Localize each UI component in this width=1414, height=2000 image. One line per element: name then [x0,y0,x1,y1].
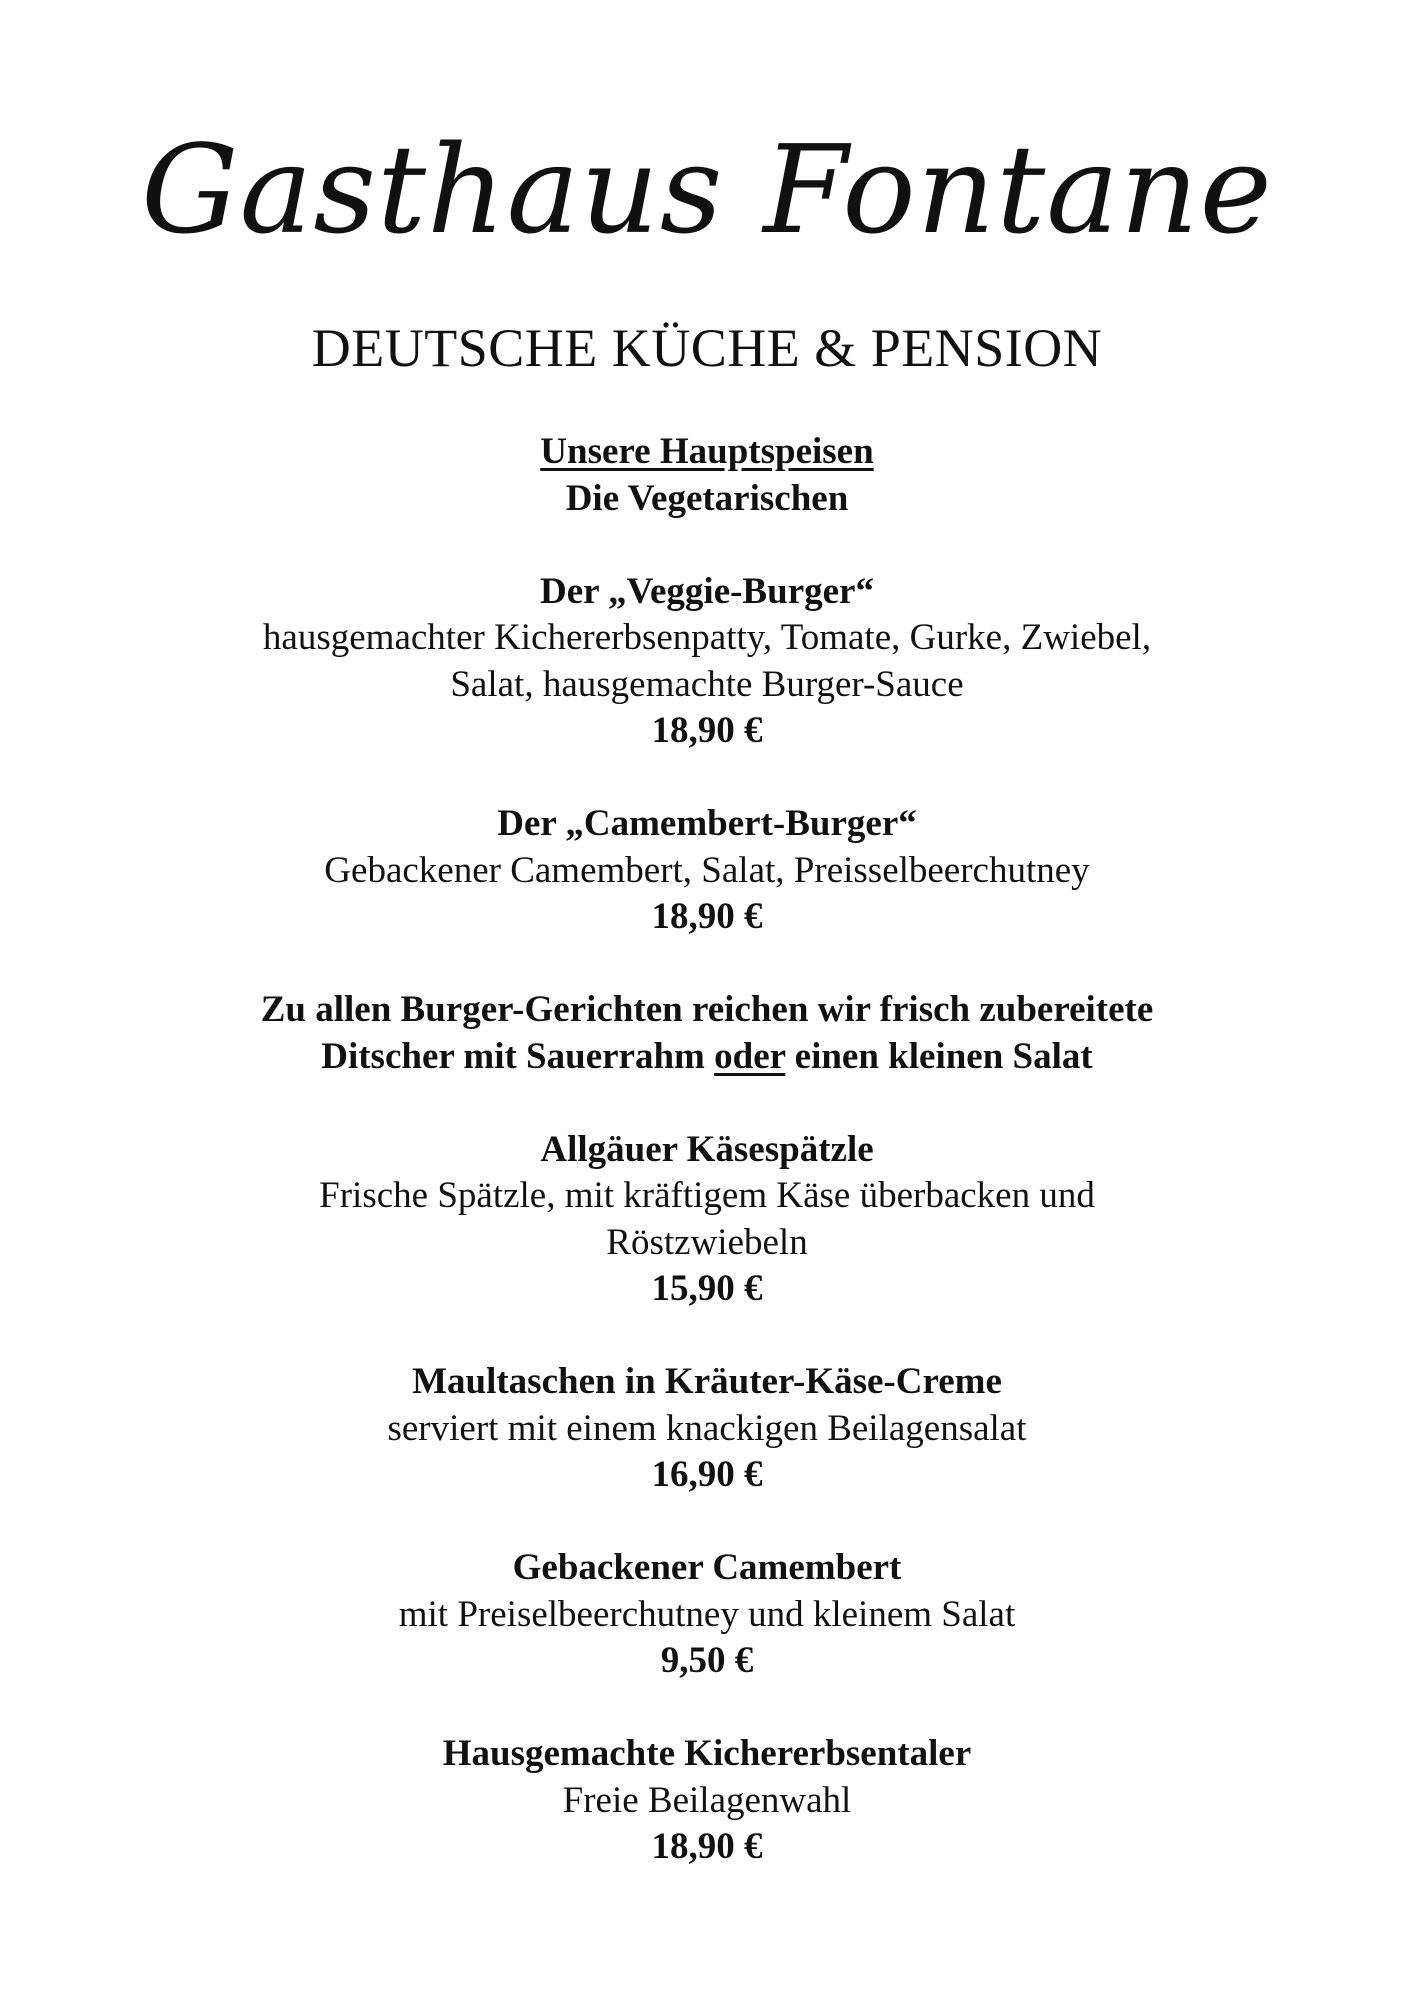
dish-description: Salat, hausgemachte Burger-Sauce [450,663,964,705]
menu-content [100,429,1314,1871]
spacer [100,1313,1314,1360]
spacer [100,1499,1314,1546]
dish-price: 18,90 € [651,1826,763,1867]
dish-description: Gebackener Camembert, Salat, Preisselbeerchutney [324,849,1090,891]
dish-price: 18,90 € [651,896,763,937]
dish-price: 16,90 € [651,1454,763,1495]
dish-name: Maultaschen in Kräuter-Käse-Creme [412,1361,1002,1402]
dish-name: Der „Camembert-Burger“ [497,803,917,844]
dish-description: Freie Beilagenwahl [562,1779,852,1821]
restaurant-subtitle: DEUTSCHE KÜCHE & PENSION [311,318,1103,378]
spacer [100,941,1314,988]
dish-gebackener-camembert [100,1545,1314,1685]
dish-name: Hausgemachte Kichererbsentaler [442,1733,972,1774]
note-emphasis: oder [714,1035,786,1077]
spacer [100,755,1314,802]
dish-maultaschen [100,1359,1314,1499]
section-subtitle: Die Vegetarischen [565,477,849,519]
dish-price: 18,90 € [651,710,763,751]
dish-price: 15,90 € [651,1268,763,1309]
burger-side-note [100,987,1314,1080]
dish-name: Der „Veggie-Burger“ [540,570,874,612]
dish-description: hausgemachter Kichererbsenpatty, Tomate, Gurke, Zwiebel, [262,617,1152,658]
dish-description: Frische Spätzle, mit kräftigem Käse überbacken und [319,1175,1095,1216]
spacer [100,1080,1314,1127]
dish-name: Allgäuer Käsespätzle [540,1128,874,1170]
note-text: einen kleinen Salat [785,1035,1093,1077]
dish-description: Röstzwiebeln [606,1221,808,1263]
note-line [100,1034,1314,1081]
note-line: Zu allen Burger-Gerichten reichen wir frisch zubereitete [260,989,1154,1030]
dish-description: mit Preiselbeerchutney und kleinem Salat [398,1593,1016,1635]
restaurant-title: Gasthaus Fontane [141,119,1273,261]
note-text: Ditscher mit Sauerrahm [321,1035,715,1077]
dish-veggie-burger [100,569,1314,755]
dish-kaesespaetzle [100,1127,1314,1313]
dish-description: serviert mit einem knackigen Beilagensalat [387,1407,1027,1449]
section-title: Unsere Hauptspeisen [540,431,874,472]
dish-camembert-burger [100,801,1314,941]
dish-price: 9,50 € [660,1640,754,1681]
dish-kichererbsentaler [100,1731,1314,1871]
spacer [100,1685,1314,1732]
dish-name: Gebackener Camembert [512,1547,902,1588]
spacer [100,522,1314,569]
